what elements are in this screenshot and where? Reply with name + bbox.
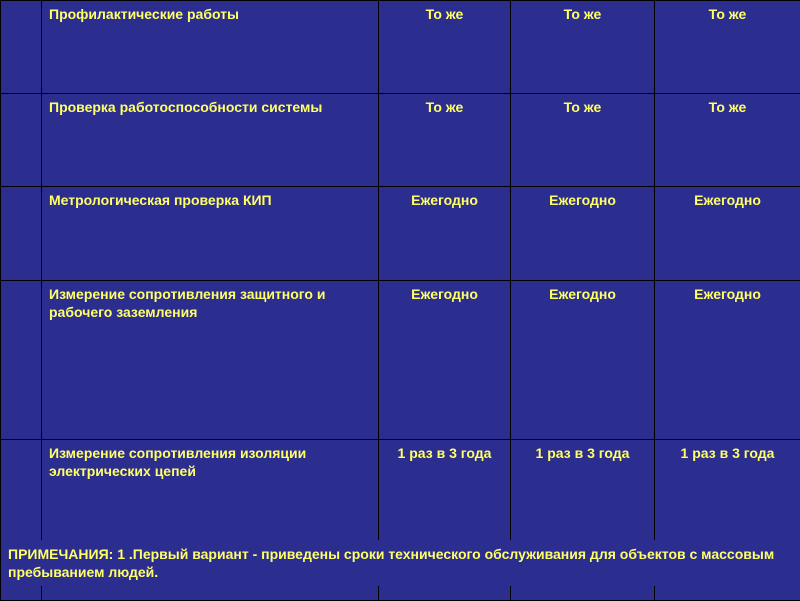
period-cell: Ежегодно	[511, 281, 655, 440]
period-cell: То же	[511, 94, 655, 187]
row-number-cell	[1, 281, 42, 440]
row-number-cell	[1, 1, 42, 94]
table-row	[1, 94, 800, 187]
period-cell: 1 раз в 3 года	[511, 440, 655, 601]
notes-text: ПРИМЕЧАНИЯ: 1 .Первый вариант - приведены сроки технического обслуживания для объектов с массовым пребыванием людей.	[2, 540, 798, 586]
table-row	[1, 1, 800, 94]
task-cell: Измерение сопротивления защитного и рабочего заземления	[42, 281, 379, 440]
period-cell: Ежегодно	[379, 281, 511, 440]
period-cell: То же	[379, 1, 511, 94]
period-cell: То же	[379, 94, 511, 187]
period-cell: То же	[511, 1, 655, 94]
period-cell: Ежегодно	[655, 281, 800, 440]
table-row	[1, 281, 800, 440]
task-cell: Проверка работоспособности системы	[42, 94, 379, 187]
row-number-cell	[1, 94, 42, 187]
period-cell: Ежегодно	[511, 187, 655, 281]
period-cell: Ежегодно	[379, 187, 511, 281]
period-cell: Ежегодно	[655, 187, 800, 281]
period-cell: То же	[655, 1, 800, 94]
task-cell: Профилактические работы	[42, 1, 379, 94]
period-cell: 1 раз в 3 года	[655, 440, 800, 601]
table-row	[1, 187, 800, 281]
task-cell: Измерение сопротивления изоляции электрических цепей	[42, 440, 379, 601]
row-number-cell	[1, 187, 42, 281]
period-cell: То же	[655, 94, 800, 187]
task-cell: Метрологическая проверка КИП	[42, 187, 379, 281]
period-cell: 1 раз в 3 года	[379, 440, 511, 601]
